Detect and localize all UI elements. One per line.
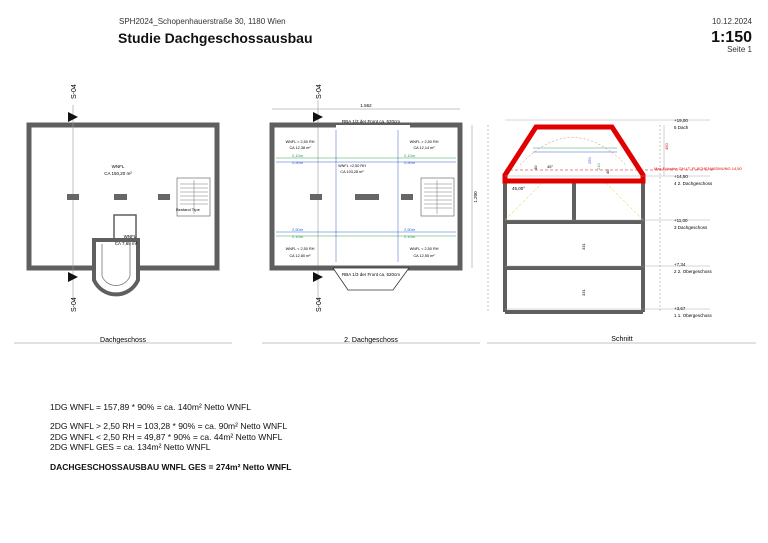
height-210-tr: 2,10m [404, 153, 416, 158]
stair [421, 178, 454, 216]
roof-outline [505, 127, 643, 181]
section-drawing [487, 118, 756, 343]
level-4-name: 4 2. Dachgeschoss [674, 181, 713, 186]
room-center-label: WNFL >2,50 RH [338, 164, 366, 168]
caption-schnitt: Schnitt [611, 336, 633, 343]
calc-total: DACHGESCHOSSAUSBAU WNFL GES = 274m² Netto WNFL [50, 462, 292, 472]
level-3-value: +11,00 [674, 218, 688, 223]
level-4-value: +14,50 [674, 174, 688, 179]
project-address: SPH2024_Schopenhauerstraße 30, 1180 Wien [119, 17, 286, 26]
dim-331-upper: 331 [581, 243, 586, 250]
level-3-name: 3 Dachgeschoss [674, 225, 708, 230]
column [114, 194, 127, 200]
height-250-tr: 2,50m [404, 160, 416, 165]
angle-label: 45,00° [512, 186, 526, 191]
column [158, 194, 170, 200]
section-marker-top: S-04 [71, 84, 78, 99]
bay-window [94, 240, 138, 294]
caption-2-dachgeschoss: 2. Dachgeschoss [344, 337, 398, 344]
date: 10.12.2024 [711, 17, 752, 26]
dimension-right-value: 1.200 [473, 191, 478, 203]
page-title: Studie Dachgeschossausbau [118, 30, 313, 46]
rba-bottom: RBA 1/3 der Front ca. 520cm [341, 272, 401, 277]
rba-top: RBA 1/3 der Front ca. 520cm [341, 119, 401, 124]
room-tl-area: CA 12,38 m² [289, 146, 311, 150]
column [67, 194, 79, 200]
calc-line-1: 1DG WNFL = 157,89 * 90% = ca. 140m² Netto WNFL [50, 402, 251, 412]
section-marker-bottom: S-04 [316, 297, 323, 312]
room-center-area: CA 103,28 m² [340, 170, 364, 174]
section-marker-top: S-04 [316, 84, 323, 99]
column [310, 194, 322, 200]
height-250-br: 2,50m [404, 227, 416, 232]
room-tl-label: WNFL > 2,50 RH [285, 140, 315, 144]
room-br-area: CA 12,55 m² [413, 254, 435, 258]
dim-250: 250 [587, 157, 592, 164]
stair-label: Bestand Trpe [176, 207, 200, 212]
room-bl-area: CA 12,80 m² [289, 254, 311, 258]
level-2-value: +7,34 [674, 262, 686, 267]
calc-line-3: 2DG WNFL < 2,50 RH = 49,87 * 90% = ca. 44m² Netto WNFL [50, 432, 283, 442]
calc-line-2: 2DG WNFL > 2,50 RH = 103,28 * 90% = ca. 90m² Netto WNFL [50, 421, 288, 431]
plan-dachgeschoss [14, 84, 232, 343]
height-250-bl: 2,50m [292, 227, 304, 232]
level-roof-value: +19,00 [674, 118, 688, 123]
height-210-tl: 2,10m [292, 153, 304, 158]
calc-line-4: 2DG WNFL GES = ca. 134m² Netto WNFL [50, 442, 211, 452]
level-1-name: 1 1. Obergeschoss [674, 313, 712, 318]
page-number: Seite 1 [727, 45, 752, 54]
dim-331-lower: 331 [581, 289, 586, 296]
level-2-name: 2 2. Obergeschoss [674, 269, 712, 274]
room-bl-label: WNFL < 2,50 RH [285, 247, 315, 251]
room-br-label: WNFL < 2,50 RH [409, 247, 439, 251]
room-tr-label: WNFL > 2,50 RH [409, 140, 439, 144]
room-main-area: CA 150,20 m² [104, 171, 132, 176]
caption-dachgeschoss: Dachgeschoss [100, 337, 146, 344]
room-small-name: WNFL [123, 234, 137, 239]
level-roof-name: 5 Dach [674, 125, 689, 130]
column [355, 194, 379, 200]
level-1-value: +3,67 [674, 306, 686, 311]
room-small-area: CA 7,69 m² [114, 241, 138, 246]
column [401, 194, 413, 200]
room-tr-area: CA 12,14 m² [413, 146, 435, 150]
angle-top-label: 45° [547, 164, 554, 169]
section-marker-bottom: S-04 [71, 297, 78, 312]
dim-210: 210 [596, 163, 601, 170]
plan-2-dachgeschoss [262, 84, 480, 343]
room-main-name: WNFL [111, 164, 125, 169]
height-210-br: 2,10m [404, 234, 416, 239]
max-height-note: Max Erlaubte GH LT. FLÄCHENWIDMUNG 14,50 [654, 166, 742, 171]
height-210-bl: 2,10m [292, 234, 304, 239]
dimension-top-value: 1.562 [360, 103, 372, 108]
scale: 1:150 [711, 29, 752, 46]
dim-450: 450 [664, 143, 669, 150]
dim-40-left: 40 [533, 165, 538, 170]
height-250-tl: 2,50m [292, 160, 304, 165]
dim-40-right: 40 [605, 169, 610, 174]
